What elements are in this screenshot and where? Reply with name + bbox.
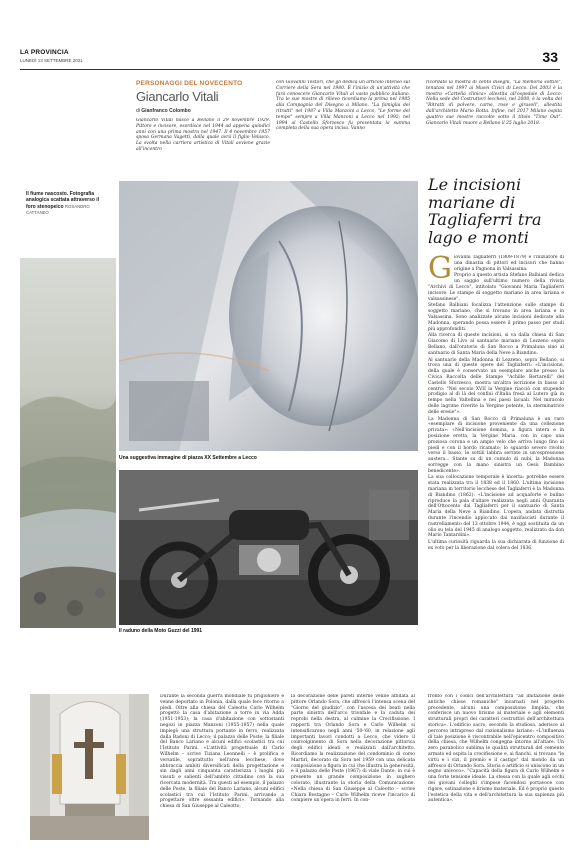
article-title: Le incisioni mariane di Tagliaferri tra lago e monti xyxy=(428,175,542,247)
lower-text-1: Durante la seconda guerra mondiale fu prigioniero e venne deportato in Polonia, dalla quale fece ritorno a piedi. Oltre alla chiesa del Caleotto Carlo Wilhelm progettò la casa d'abitazione a torre in via Adda (1951-1953); la casa d'abitazione con sottostanti negozi in piazza Manzoni (1955-1957) nella quale impiegò una struttura portante in ferro, realizzata dalla Badoni di Lecco; il palazzo delle Poste; la filiale del Banco Lariano e alcuni edifici scolastici tra cui l'Istituto Parini. «L'attività progettuale di Carlo Wilhelm – scrive Tiziana Leonnelli – è prolifica e versatile, soprattutto nell'area lecchese, dove abbraccia ambiti diversificati della progettazione e sin dagli anni cinquanta caratterizza i luoghi più vissuti e salienti dell'ambito cittadino con la sua ricercata modernità. Tra questi ad esempio, il palazzo delle Poste, la filiale del Banco Lariano, alcuni edifici scolastici tra cui l'Istituto Parini, arrivando a progettare oltre sessanta edifici». Tornando alla chiesa di San Giuseppe al Caleotto, xyxy=(160,694,284,810)
section-kicker: PERSONAGGI DEL NOVECENTO xyxy=(136,80,243,87)
moto-photo-caption: Il raduno della Moto Guzzi del 1991 xyxy=(119,628,203,634)
church-photo xyxy=(30,694,149,840)
sidebar-column-3 xyxy=(426,80,562,166)
masthead xyxy=(20,49,560,69)
side-photo-caption xyxy=(26,191,108,216)
sidebar-column-1 xyxy=(136,118,270,166)
article-para-3: Stefano Balbiani focalizza l'attenzione sulle stampe di soggetto mariano, che si trovano in area lariana e in Valsassina. Sono analizzate alcune incisioni dedicate alla Madonna, sperando possa essere il primo passo per studi più approfonditi. xyxy=(428,303,564,332)
byline-prefix: di xyxy=(136,108,140,114)
person-name: Giancarlo Vitali xyxy=(136,89,219,104)
article-para-2: Proprio a questo artista Stefano Balbiani dedica un saggio sull'ultimo numero della rivista "Archivi di Lecco", intitolato "Giovanni Maria Tagliaferri incisore. Le stampe di soggetto mariano in area lariana e valsassinese". xyxy=(428,273,564,302)
sidebar-text-2: con Giovanni Testori, che gli dedica un articolo intenso sul Corriere della Sera nel 1980. È l'inizio di un'attività che farà conoscere Giancarlo Vitali al vasto pubblico italiano. Tra le sue mostre di rilievo ricordiamo la prima nel 1985 alla Compagnia del Disegno a Milano, "La famiglia dei ritratti" nel 1987 a Villa Manzoni a Lecco, "Le forme del tempo" sempre a Villa Manzoni a Lecco nel 1992; nel 1994 al Castello Sforzesco fu presentata la summa completa della sua opera incisa. Vanno xyxy=(276,80,410,132)
lower-column-2 xyxy=(291,694,415,842)
side-caption-credit: ROSANDRO CATTANEO xyxy=(26,203,90,215)
river-photo xyxy=(20,258,116,628)
side-caption-title: Il fiume nascosto. Fotografia analogica scattata attraverso il foro stenopeico xyxy=(26,191,100,210)
article-para-1: iovanni Tagliaferri (1809-1879) è l'iniziatore di una dinastia di pittori ed incisori che hanno origine a Pagnona in Valsassina. xyxy=(453,255,564,272)
article-body xyxy=(428,255,564,630)
article-para-6: La Madonna di San Rocco di Primaluna è un raro «esemplare di incisione proveniente da una collezione privata»: «Nell'incisione domina, a figura intera e in posizione eretta, la Vergine Maria, con in capo una preziosa corona e un ampio velo che arriva lungo fino ai piedi e con il bordo ricamato; lo sguardo severo rivolto verso il basso, le sottili labbra serrate in un'espressione austera... Stante su di un cumulo di nubi, la Madonna sorregge con la mano sinistra un Gesù Bambino benedicente». xyxy=(428,416,564,474)
piazza-photo xyxy=(119,181,418,451)
lower-column-1 xyxy=(160,694,284,842)
lower-text-2: la decorazione delle pareti interne venne affidata al pittore Orlando Sora, che affrescò l'intensa scena del "Giorno del giudizio", con l'ascesa dei beati nella parte sinistra dell'arco trionfale e la caduta dei reprobi nella destra, al culmine la Crocifissione. I rapporti tra Orlando Sora e Carlo Wilhelm si intensificarono negli anni '50-'60, in relazione agli importanti lavori condotti a Lecco, che videro il coinvolgimento di Sora nella decorazione pittorica degli edifici ideati e realizzati dall'architetto. Ricordiamo la realizzazione del condominio di corso Martiri, decorato da Sora nel 1959 con una delicata composizione a figura in cui che illustra la generosità, e il palazzo delle Poste (1967) di viale Dante, in cui è presente un grande composizione in sughero colorato, illustrante la storia della Comunicazione. «Nella chiesa di San Giuseppe al Caleotto – scrive Chiara Bostagno – Carlo Wilhelm riceve l'incarico di compiere un'opera in ferri. In con- xyxy=(291,694,415,804)
lower-text-3: fronto con i codici dell'architettura "ad imitazione delle antiche chiese romaniche" incarnati nel progetto precedente, alcuni una composizione limpida, che conferisce un nuovo lirismo al materiale e agli elementi strutturali propri dei caratteri costruttivi dell'architettura storica». L'edificio sacro, secondo la studiosa, aderisce al percorso intrapreso dal razionalismo lariano: «L'influenza di tale posizione è riscontrabile nell'epicentro compositivo della chiesa, che Wilhelm congegna intorno all'altare. Un zero parabolico sublima le qualità strutturali del cemento armato ed ospita la crocifissione e, ai fianchi, si trovano "le virtù e i vizi, il premio e il castigo" dal mondo da un affresco di Orlando Sora. Storia e artificio si uniscono in un segno univoco». "Capacità della figura di Carlo Wilhelm e una forte tensione ideale. La stessa con la quale agli occhi dei giovani colleghi s'impose facendosi portavoce con rigore, ostinazione e lirismo materiale. Ed è proprio questo l'estetica della vita e dell'architettura la sua sapienza più autentica». xyxy=(428,694,564,804)
byline xyxy=(136,108,191,114)
moto-guzzi-photo xyxy=(119,470,418,625)
article-para-4: Alla ricerca di queste incisioni, si va dalla chiesa di San Giacomo di Livo al santuario mariano di Lezzeno sopra Bellano, dall'oratorio di San Rocco a Primaluna sino al santuario di Santa Maria della Neve a Biandino. xyxy=(428,333,564,356)
sidebar-text-1: Giancarlo Vitali nasce a Bellano il 29 novembre 1929. Pittore e incisore, esordisce nel 1944 ad appena quindici anni con una prima mostra nel 1947. Il 4 novembre 1957 sposa Germana Vagetti, dalla quale avrà il figlio Velasco. La svolta nella carriera artistica di Vitali avviene grazie all'incontro xyxy=(136,118,270,152)
sidebar-column-2 xyxy=(276,80,410,166)
sidebar-text-3: ricordate la mostra di cento disegni, "La memoria sottile", tenutasi nel 1997 ai Musei Civici di Lecco. Del 2003 è la mostra «Cartella clinica» allestita all'ospedale di Lecco. Nella sede del Costruttori lecchesi, nel 2008, è la volta dei "Ritratti di polvere, carne, rose e girasoli", allestita dall'architetto Mario Botta. Infine, nel 2017 Milano ospita quattro sue mostre raccolte sotto il titolo "Time Out". Giancarlo Vitali muore a Bellano il 25 luglio 2018. xyxy=(426,80,562,126)
byline-author: Gianfranco Colombo xyxy=(141,108,191,114)
lower-column-3 xyxy=(428,694,564,842)
article-para-7: La sua collocazione temporale è incerta: potrebbe essere stata realizzata tra il 1838 ed il 1860. L'ultima incisione mariana in territorio lecchese del Tagliaferri è la Madonna di Biandino (1862): «L'incisione ad acquaforte e bulino riproduce la pala d'altare realizzata negli anni Quaranta dell'Ottocento dal Tagliaferri per il santuario di Santa Maria della Neve a Biandino. L'opera, andata distrutta durante l'incendio appiccato dai nazifascisti durante il rastrellamento del 13 ottobre 1944, è oggi sostituita da un olio su tela del 1945 di analogo soggetto, realizzato da don Mario Tantardini». xyxy=(428,475,564,539)
dropcap: G xyxy=(428,255,452,286)
masthead-rule xyxy=(20,69,560,70)
piazza-photo-caption: Una suggestiva immagine di piazza XX Settembre a Lecco xyxy=(119,455,257,461)
newspaper-name: LA PROVINCIA xyxy=(20,49,69,56)
page-number: 33 xyxy=(542,49,558,65)
issue-date: LUNEDÌ 13 SETTEMBRE 2021 xyxy=(20,58,83,63)
article-para-5: Al santuario della Madonna di Lezzeno, sopra Bellano, si trova una di queste opere del Tagliaferri: «L'incisione, della quale è conservato un esemplare anche presso la Civica Raccolta delle Stampe "Achille Bertarelli" del Castello Sforzesco, mostra un'altra iscrizione in basso al centro: "Nel secolo XVII la Vergine riacciò con stupendo prodigio al dì là del confluì d'Italia fresà al Lutero già in tempo nella Valtellina e nei paesi lacuali. Nel miracolo delle lagrime riverite la Vergine potente, la sterminatrice delle eresie"». xyxy=(428,357,564,415)
article-para-8: L'ultima curiosità riguarda la sua dichiarata di funzione di ex voto per la liberazione dal colera del 1836. xyxy=(428,540,564,552)
article-title-block xyxy=(428,176,564,246)
